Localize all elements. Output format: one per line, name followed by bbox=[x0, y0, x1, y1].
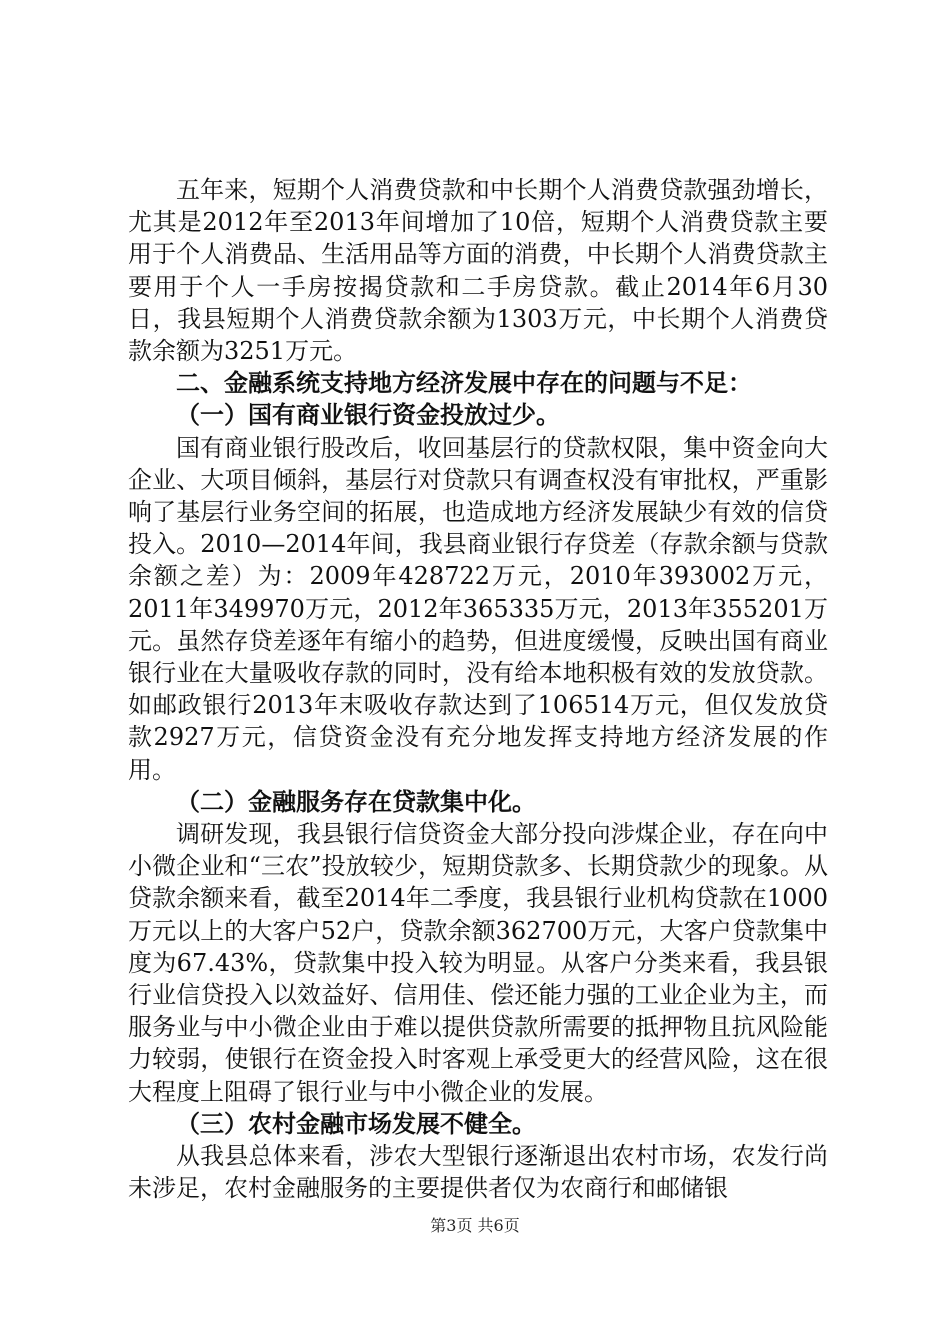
paragraph-state-banks: 国有商业银行股改后，收回基层行的贷款权限，集中资金向大企业、大项目倾斜，基层行对贷款只有调查权没有审批权，严重影响了基层行业务空间的拓展，也造成地方经济发展缺少有效的信贷投入。2010—2014年间，我县商业银行存贷差（存款余额与贷款余额之差）为：2009年428722万元，2010年393002万元，2011年349970万元，2012年365335万元，2013年355201万元。虽然存贷差逐年有缩小的趋势，但进度缓慢，反映出国有商业银行业在大量吸收存款的同时，没有给本地积极有效的发放贷款。如邮政银行2013年末吸收存款达到了106514万元，但仅发放贷款2927万元，信贷资金没有充分地发挥支持地方经济发展的作用。 bbox=[128, 433, 828, 784]
subheading-rural-finance: （三）农村金融市场发展不健全。 bbox=[176, 1109, 536, 1138]
page-footer: 第3页 共6页 bbox=[430, 1216, 520, 1235]
section-heading-problems: 二、金融系统支持地方经济发展中存在的问题与不足： bbox=[176, 369, 752, 398]
subheading-state-banks: （一）国有商业银行资金投放过少。 bbox=[176, 401, 560, 430]
paragraph-consumer-loans: 五年来，短期个人消费贷款和中长期个人消费贷款强劲增长，尤其是2012年至2013年间增加了10倍，短期个人消费贷款主要用于个人消费品、生活用品等方面的消费，中长期个人消费贷款主要用于个人一手房按揭贷款和二手房贷款。截止2014年6月30日，我县短期个人消费贷款余额为1303万元，中长期个人消费贷款余额为3251万元。 bbox=[128, 176, 828, 366]
document-body bbox=[128, 174, 828, 1205]
subheading-loan-concentration: （二）金融服务存在贷款集中化。 bbox=[176, 787, 536, 816]
paragraph-loan-concentration: 调研发现，我县银行信贷资金大部分投向涉煤企业，存在向中小微企业和“三农”投放较少，短期贷款多、长期贷款少的现象。从贷款余额来看，截至2014年二季度，我县银行业机构贷款在1000万元以上的大客户52户，贷款余额362700万元，大客户贷款集中度为67.43%，贷款集中投入较为明显。从客户分类来看，我县银行业信贷投入以效益好、信用佳、偿还能力强的工业企业为主，而服务业与中小微企业由于难以提供贷款所需要的抵押物且抗风险能力较弱，使银行在资金投入时客观上承受更大的经营风险，这在很大程度上阻碍了银行业与中小微企业的发展。 bbox=[128, 820, 828, 1106]
paragraph-rural-finance: 从我县总体来看，涉农大型银行逐渐退出农村市场，农发行尚未涉足，农村金融服务的主要提供者仅为农商行和邮储银 bbox=[128, 1142, 828, 1203]
